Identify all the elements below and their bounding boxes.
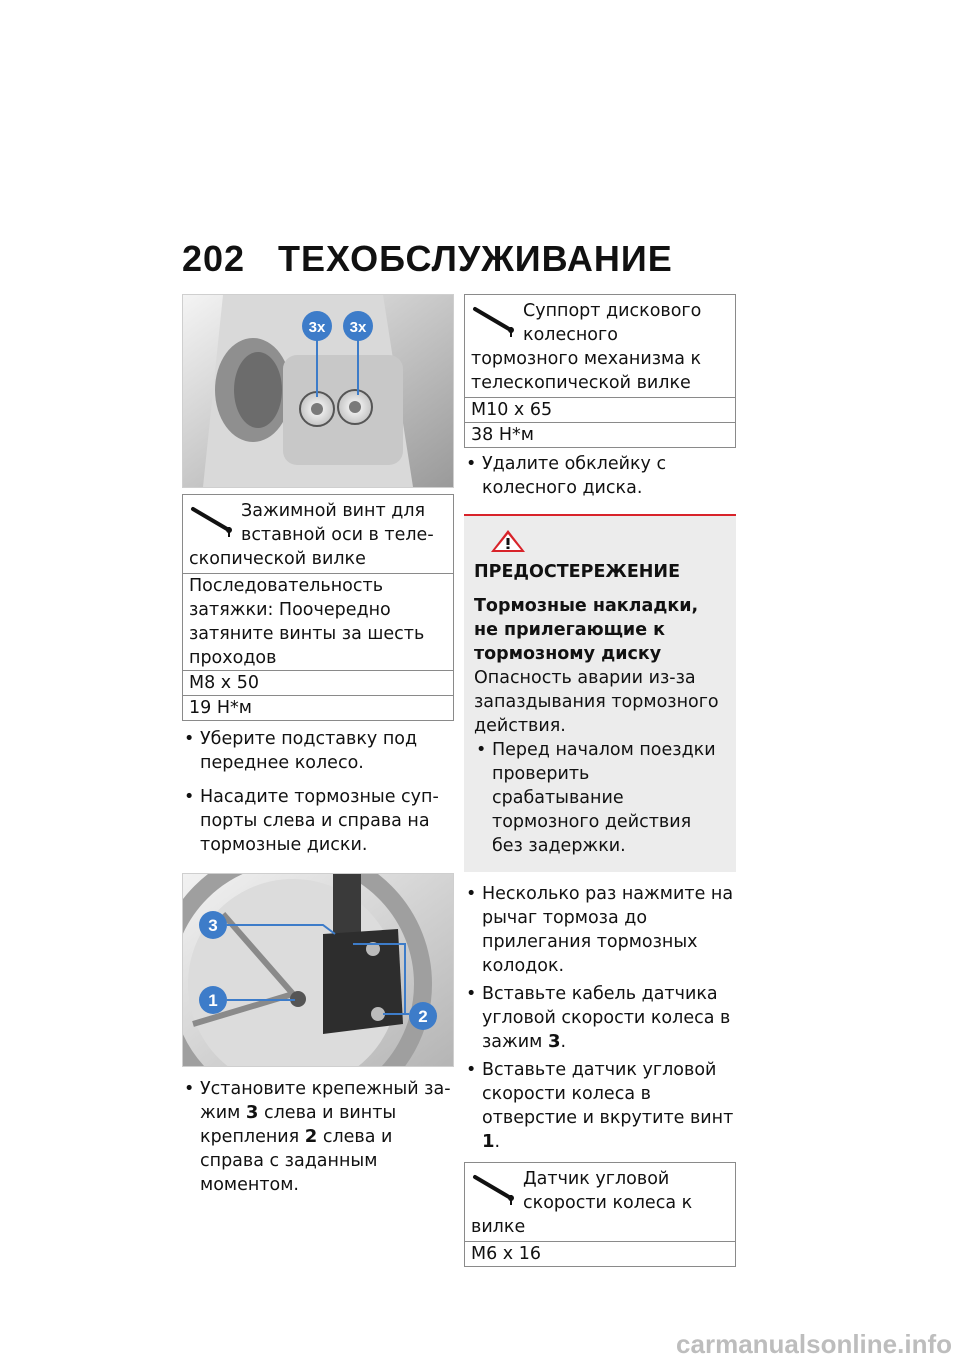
spec-row-torque: 38 Н*м	[465, 422, 735, 447]
svg-text:3x: 3x	[308, 319, 326, 336]
spec-head	[183, 495, 453, 573]
torque-spec-clamp-screw	[182, 494, 454, 721]
torque-spec-caliper	[464, 294, 736, 448]
warning-bullet: • Перед началом поездки проверить срабатывание тормозного действия без задержки.	[476, 740, 716, 856]
fork-bolts-illustration	[183, 295, 453, 487]
warning-box	[464, 514, 736, 872]
warning-heading: Тормозные накладки, не прилегающие к тормозному диску	[474, 596, 699, 664]
left-column	[182, 294, 454, 1201]
spec-row-size: M6 x 16	[465, 1241, 735, 1266]
list-item: • Уберите подставку под переднее колесо.	[184, 729, 418, 773]
svg-text:3x: 3x	[349, 319, 367, 336]
page-title: ТЕХОБСЛУЖИВАНИЕ	[278, 238, 673, 279]
spec-row-size: M8 x 50	[183, 670, 453, 695]
brake-caliper-illustration	[183, 874, 453, 1066]
torque-wrench-icon	[189, 499, 237, 539]
page-number: 202	[182, 238, 246, 279]
spec-head	[465, 295, 735, 397]
watermark: carmanualsonline.info	[676, 1329, 952, 1359]
list-item: • Установите крепежный зажим 3 слева и винты крепления 2 слева и справа с заданным моментом.	[184, 1079, 451, 1195]
torque-wrench-icon	[471, 299, 519, 339]
list-item: • Насадите тормозные суппорты слева и справа на тормозные диски.	[184, 787, 439, 855]
spec-title: Зажимной винт для вставной оси в телескопической вилке	[189, 501, 434, 569]
warning-triangle-icon	[488, 528, 528, 554]
svg-text:3: 3	[208, 916, 218, 935]
svg-text:2: 2	[418, 1007, 428, 1026]
brake-caliper-photo	[182, 873, 454, 1067]
list-item: • Вставьте датчик угловой скорости колеса в отверстие и вкрутите винт 1.	[466, 1060, 734, 1152]
list-item: • Вставьте кабель датчика угловой скорости колеса в зажим 3.	[466, 984, 731, 1052]
torque-spec-sensor	[464, 1162, 736, 1267]
page-header	[182, 238, 742, 288]
warning-text: Опасность аварии из-за запаздывания тормозного действия.	[474, 668, 719, 736]
list-item: • Удалите обклейку с колесного диска.	[466, 454, 667, 498]
spec-row-sequence: Последовательность затяжки: Поочередно затяните винты за шесть проходов	[183, 573, 453, 670]
spec-head	[465, 1163, 735, 1241]
list-item: • Несколько раз нажмите на рычаг тормоза до прилегания тормозных колодок.	[466, 884, 734, 976]
torque-wrench-icon	[471, 1167, 519, 1207]
svg-text:1: 1	[208, 991, 218, 1010]
warning-title: ПРЕДОСТЕРЕЖЕНИЕ	[474, 562, 681, 582]
spec-title: Суппорт дискового колесного тормозного механизма к телескопической вилке	[471, 301, 702, 393]
spec-row-size: M10 x 65	[465, 397, 735, 422]
spec-row-torque: 19 Н*м	[183, 695, 453, 720]
warning-title-row	[474, 528, 726, 586]
fork-bolts-photo	[182, 294, 454, 488]
right-column	[464, 294, 736, 1267]
spec-title: Датчик угловой скорости колеса к вилке	[471, 1169, 693, 1237]
